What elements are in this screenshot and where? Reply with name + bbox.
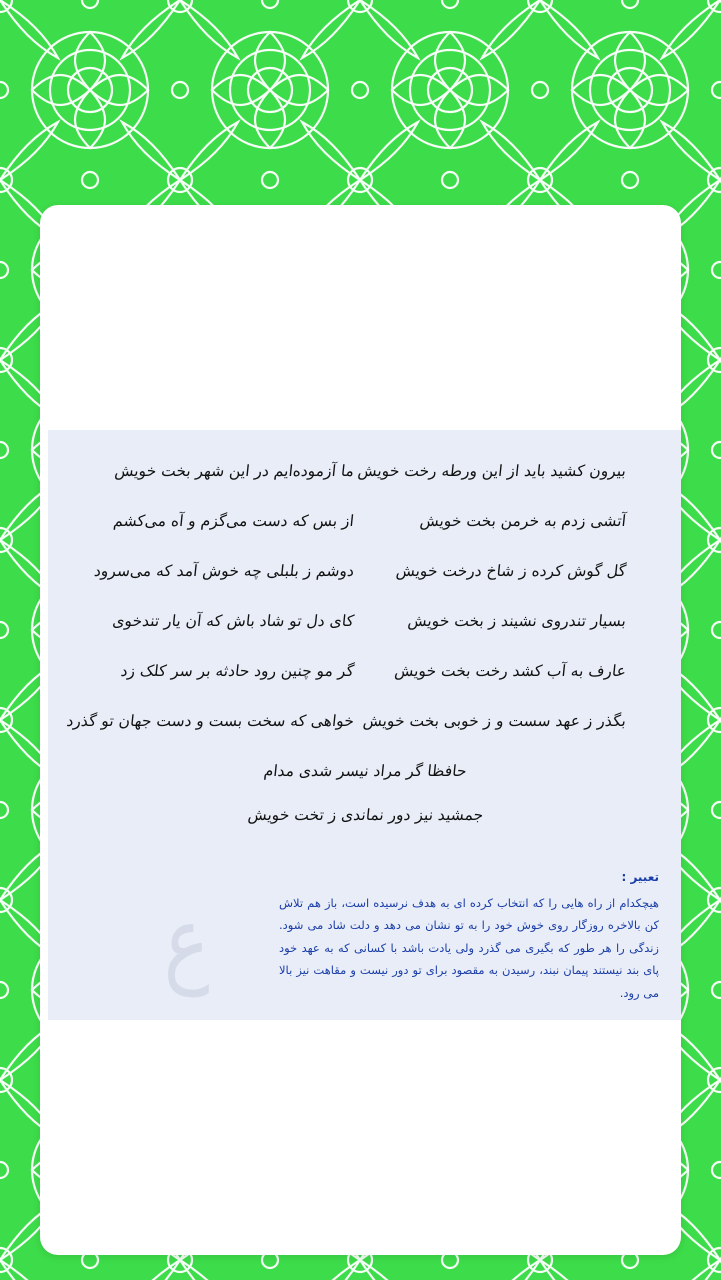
couplet-row [70,612,659,646]
couplet-row [70,562,659,596]
couplet-row [70,462,659,496]
interpretation-text: هیچکدام از راه هایی را که انتخاب کرده ای به هدف نرسیده است، باز هم تلاش کن بالاخره روزگار روی خوش خود را به تو نشان می دهد و دلت شاد می شود. زندگی را هر طور که بگیری می گذرد ولی یادت باشد با کسانی که به عهد خود پای بند نیستند پیمان نبند، رسیدن به مقصود برای تو دور نیست و مقاهت نیز بالا می رود. [279,896,659,1000]
couplet-second-hemistich: بسیار تندروی نشیند ز بخت خویش [406,612,627,630]
couplet-second-hemistich: آتشی زدم به خرمن بخت خویش [418,512,627,530]
ghazal-block [48,462,681,850]
couplet-first-hemistich: ما آزموده‌ایم در این شهر بخت خویش [113,462,355,480]
content-card [40,205,681,1255]
closing-couplet-second-hemistich: جمشید نیز دور نماندی ز تخت خویش [246,806,485,824]
couplet-second-hemistich: گل گوش کرده ز شاخ درخت خویش [394,562,627,580]
couplet-first-hemistich: کای دل تو شاد باش که آن یار تندخوی [111,612,355,630]
couplet-first-hemistich: دوشم ز بلبلی چه خوش آمد که می‌سرود [92,562,355,580]
couplet-first-hemistich: از بس که دست می‌گزم و آه می‌کشم [111,512,355,530]
couplet-second-hemistich: عارف به آب کشد رخت بخت خویش [393,662,627,680]
closing-couplet-first-hemistich: حافظا گر مراد نیسر شدی مدام [263,762,468,780]
couplet-row [70,512,659,546]
couplet-row [70,662,659,696]
poem-panel [48,430,681,1020]
couplet-first-hemistich: گر مو چنین رود حادثه بر سر کلک زد [119,662,355,680]
couplet-first-hemistich: خواهی که سخت بست و دست جهان تو گذرد [65,712,355,730]
couplet-second-hemistich: بیرون کشید باید از این ورطه رخت خویش [356,462,627,480]
decorative-watermark-glyph: ع [163,885,210,997]
closing-couplet-first-row [70,762,659,796]
interpretation-title: تعبیر : [621,870,659,884]
closing-couplet-second-row [70,806,659,840]
couplet-row [65,712,659,746]
couplet-second-hemistich: بگذر ز عهد سست و ز خوبی بخت خویش [361,712,627,730]
